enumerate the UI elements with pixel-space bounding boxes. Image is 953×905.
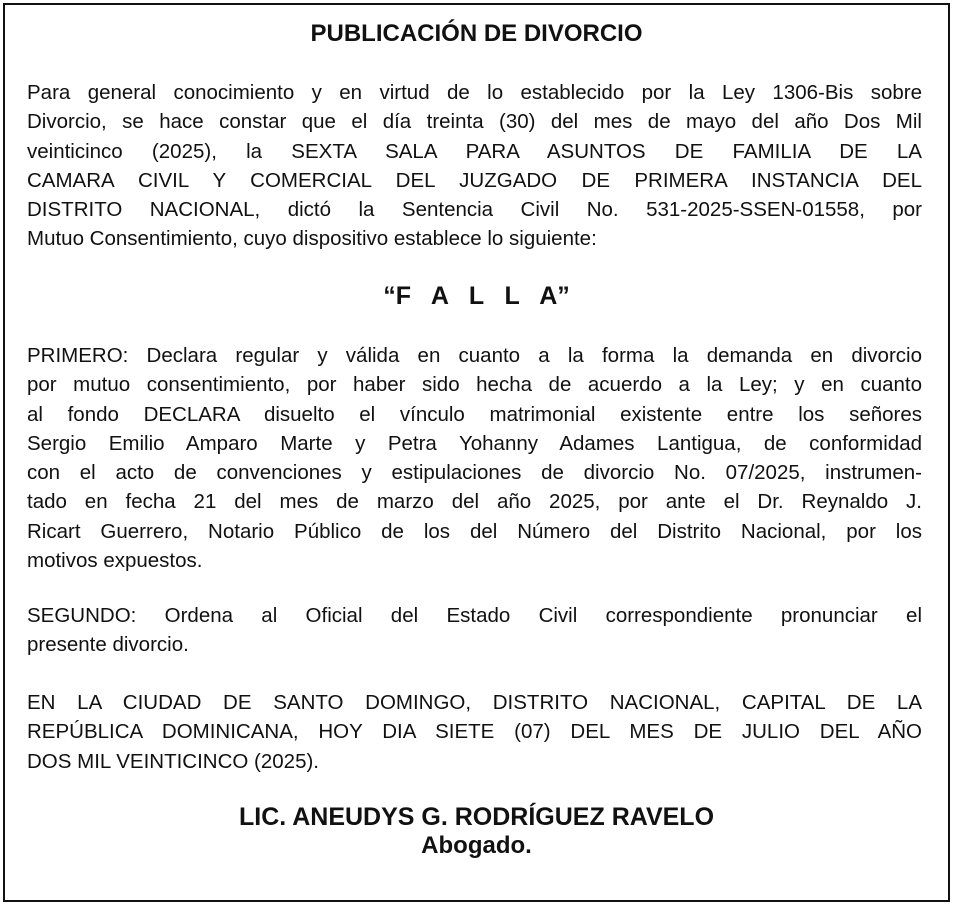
intro-line: DISTRITO NACIONAL, dictó la Sentencia Civil No. 531-2025-SSEN-01558, por — [27, 198, 922, 222]
closing-line: DOS MIL VEINTICINCO (2025). — [27, 749, 319, 773]
signatory-name: LIC. ANEUDYS G. RODRÍGUEZ RAVELO — [238, 803, 715, 831]
primero-line: motivos expuestos. — [27, 549, 203, 573]
notice-frame — [3, 3, 950, 902]
closing-line: REPÚBLICA DOMINICANA, HOY DIA SIETE (07) DEL MES DE JULIO DEL AÑO — [27, 720, 922, 744]
falla-heading: “F A L L A” — [383, 282, 570, 310]
intro-line: CAMARA CIVIL Y COMERCIAL DEL JUZGADO DE PRIMERA INSTANCIA DEL — [27, 168, 922, 192]
segundo-paragraph — [27, 601, 922, 660]
primero-line: con el acto de convenciones y estipulaciones de divorcio No. 07/2025, instrumen- — [27, 461, 922, 485]
intro-line: Para general conocimiento y en virtud de lo establecido por la Ley 1306-Bis sobre — [27, 81, 922, 104]
primero-line: PRIMERO: Declara regular y válida en cuanto a la forma la demanda en divorcio — [27, 344, 922, 367]
closing-paragraph — [27, 688, 922, 776]
primero-line: por mutuo consentimiento, por haber sido hecha de acuerdo a la Ley; y en cuanto — [27, 373, 922, 397]
primero-line: Ricart Guerrero, Notario Público de los del Número del Distrito Nacional, por los — [27, 519, 922, 543]
intro-line: veinticinco (2025), la SEXTA SALA PARA ASUNTOS DE FAMILIA DE LA — [27, 139, 922, 163]
segundo-line: SEGUNDO: Ordena al Oficial del Estado Civil correspondiente pronunciar el — [27, 604, 922, 627]
segundo-line: presente divorcio. — [27, 633, 189, 657]
primero-paragraph — [27, 341, 922, 575]
intro-line: Mutuo Consentimiento, cuyo dispositivo establece lo siguiente: — [27, 227, 597, 251]
primero-line: al fondo DECLARA disuelto el vínculo matrimonial existente entre los señores — [27, 402, 922, 426]
intro-line: Divorcio, se hace constar que el día treinta (30) del mes de mayo del año Dos Mil — [27, 110, 922, 134]
primero-line: Sergio Emilio Amparo Marte y Petra Yohanny Adames Lantigua, de conformidad — [27, 431, 922, 455]
closing-line: EN LA CIUDAD DE SANTO DOMINGO, DISTRITO NACIONAL, CAPITAL DE LA — [27, 691, 922, 714]
primero-line: tado en fecha 21 del mes de marzo del año 2025, por ante el Dr. Reynaldo J. — [27, 490, 922, 514]
signatory-title: Abogado. — [421, 832, 532, 859]
intro-paragraph — [27, 78, 922, 254]
notice-title: PUBLICACIÓN DE DIVORCIO — [310, 20, 643, 47]
